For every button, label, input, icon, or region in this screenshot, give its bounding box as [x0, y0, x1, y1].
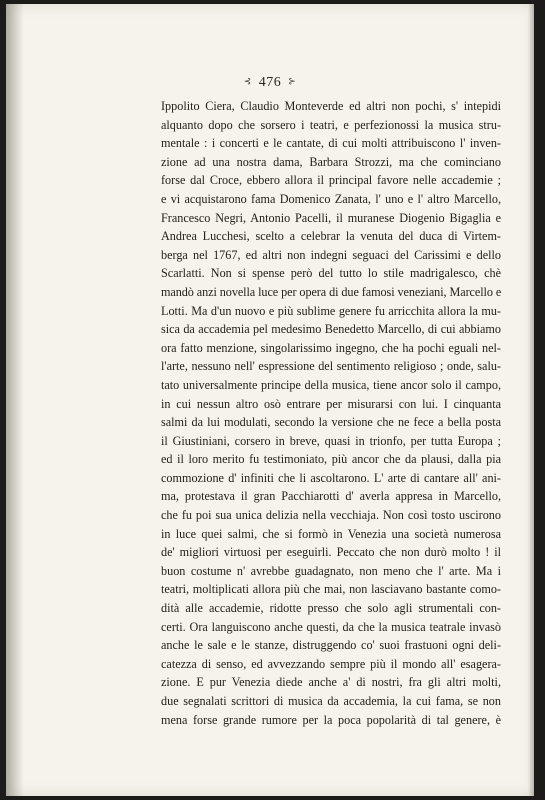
text-line: Ippolito Ciera, Claudio Monteverde ed altri non pochi, s' intepidi	[161, 99, 501, 113]
text-line: catezza di senso, ed avvezzando sempre più il mondo all' esagera-	[161, 656, 501, 671]
ornament-left-icon: ⊰	[243, 76, 252, 86]
text-line: zione. E pur Venezia diede anche a' di nostri, fra gli altri molti,	[161, 675, 501, 690]
page-edge-shadow	[528, 4, 534, 796]
page-header	[6, 75, 534, 91]
text-line: l'arte, nessuno nell' espressione del sentimento religioso ; onde, salu-	[161, 359, 501, 374]
page-spine-shadow	[6, 4, 24, 796]
text-line: salmi da lui modulati, secondo la versione che ne fece a bella posta	[161, 415, 501, 430]
text-line: in cui nessun altro osò entrare per misurarsi con lui. I cinquanta	[161, 396, 501, 411]
page-number: 476	[258, 75, 282, 90]
text-line: mena forse grande rumore per la poca popolarità di tal genere, è	[161, 712, 501, 727]
text-line: forse dal Croce, ebbero allora il principal favore nelle accademie ;	[161, 173, 501, 188]
text-line: berga nel 1767, ed altri non indegni seguaci del Carissimi e dello	[161, 247, 501, 262]
text-line: Scarlatti. Non si spense però del tutto lo stile madrigalesco, chè	[161, 266, 501, 281]
text-line: certi. Ora languiscono anche questi, da che la musica teatrale invasò	[161, 619, 501, 634]
text-line: alquanto dopo che sorsero i teatri, e perfezionossi la musica stru-	[161, 117, 501, 132]
text-line: mentale : i concerti e le cantate, di cui molti attribuiscono l' inven-	[161, 136, 501, 151]
text-line: teatri, moltiplicati allora più che mai, non lasciavano bastante como-	[161, 582, 501, 597]
text-line: Francesco Negri, Antonio Pacelli, il muranese Diogenio Bigaglia e	[161, 210, 501, 225]
text-line: commozione d' infiniti che li ascoltarono. L' arte di cantare all' ani-	[161, 470, 501, 485]
text-line: e vi acquistarono fama Domenico Zanata, l' uno e l' altro Marcello,	[161, 191, 501, 206]
text-line: ma, protestava il gran Pacchiarotti d' averla appresa in Marcello,	[161, 489, 501, 504]
text-line: ed il loro merito fu testimoniato, più ancor che da plausi, dalla pia	[161, 452, 501, 467]
text-line: Andrea Lucchesi, scelto a celebrar la venuta del duca di Virtem-	[161, 229, 501, 244]
ornament-right-icon: ⊱	[288, 76, 297, 86]
text-line: zione ad una nostra dama, Barbara Strozzi, ma che cominciano	[161, 154, 501, 169]
text-line: anche le sale e le stanze, distruggendo co' suoi frastuoni ogni deli-	[161, 638, 501, 653]
text-line: Lotti. Ma d'un nuovo e più sublime genere fu arricchita allora la mu-	[161, 303, 501, 318]
text-line: buon costume n' avrebbe guadagnato, non meno che l' arte. Ma i	[161, 563, 501, 578]
text-line: ora fatto menzione, singolarissimo ingegno, che ha pochi eguali nel-	[161, 340, 501, 355]
text-line: in luce quei salmi, che si formò in Venezia una società numerosa	[161, 526, 501, 541]
text-line: che fu poi sua unica delizia nella vecchiaja. Non così tosto uscirono	[161, 508, 501, 523]
text-line: due segnalati scrittori di musica da accademia, la cui fama, se non	[161, 694, 501, 708]
text-line: mandò anzi novella luce per opera di due famosi veneziani, Marcello e	[161, 284, 502, 299]
text-line: il Giustiniani, corsero in breve, quasi in trionfo, per tutta Europa ;	[161, 433, 501, 448]
text-line: sica da accademia pel medesimo Benedetto Marcello, di cui abbiamo	[161, 322, 501, 337]
body-text	[161, 97, 501, 729]
text-line: de' migliori virtuosi per eseguirli. Peccato che non durò molto ! il	[161, 545, 501, 560]
text-line: tato universalmente principe della musica, tiene ancor solo il campo,	[161, 377, 501, 392]
text-line: dità alle accademie, ridotte presso che solo agli strumentali con-	[161, 601, 501, 616]
book-page	[6, 4, 534, 796]
